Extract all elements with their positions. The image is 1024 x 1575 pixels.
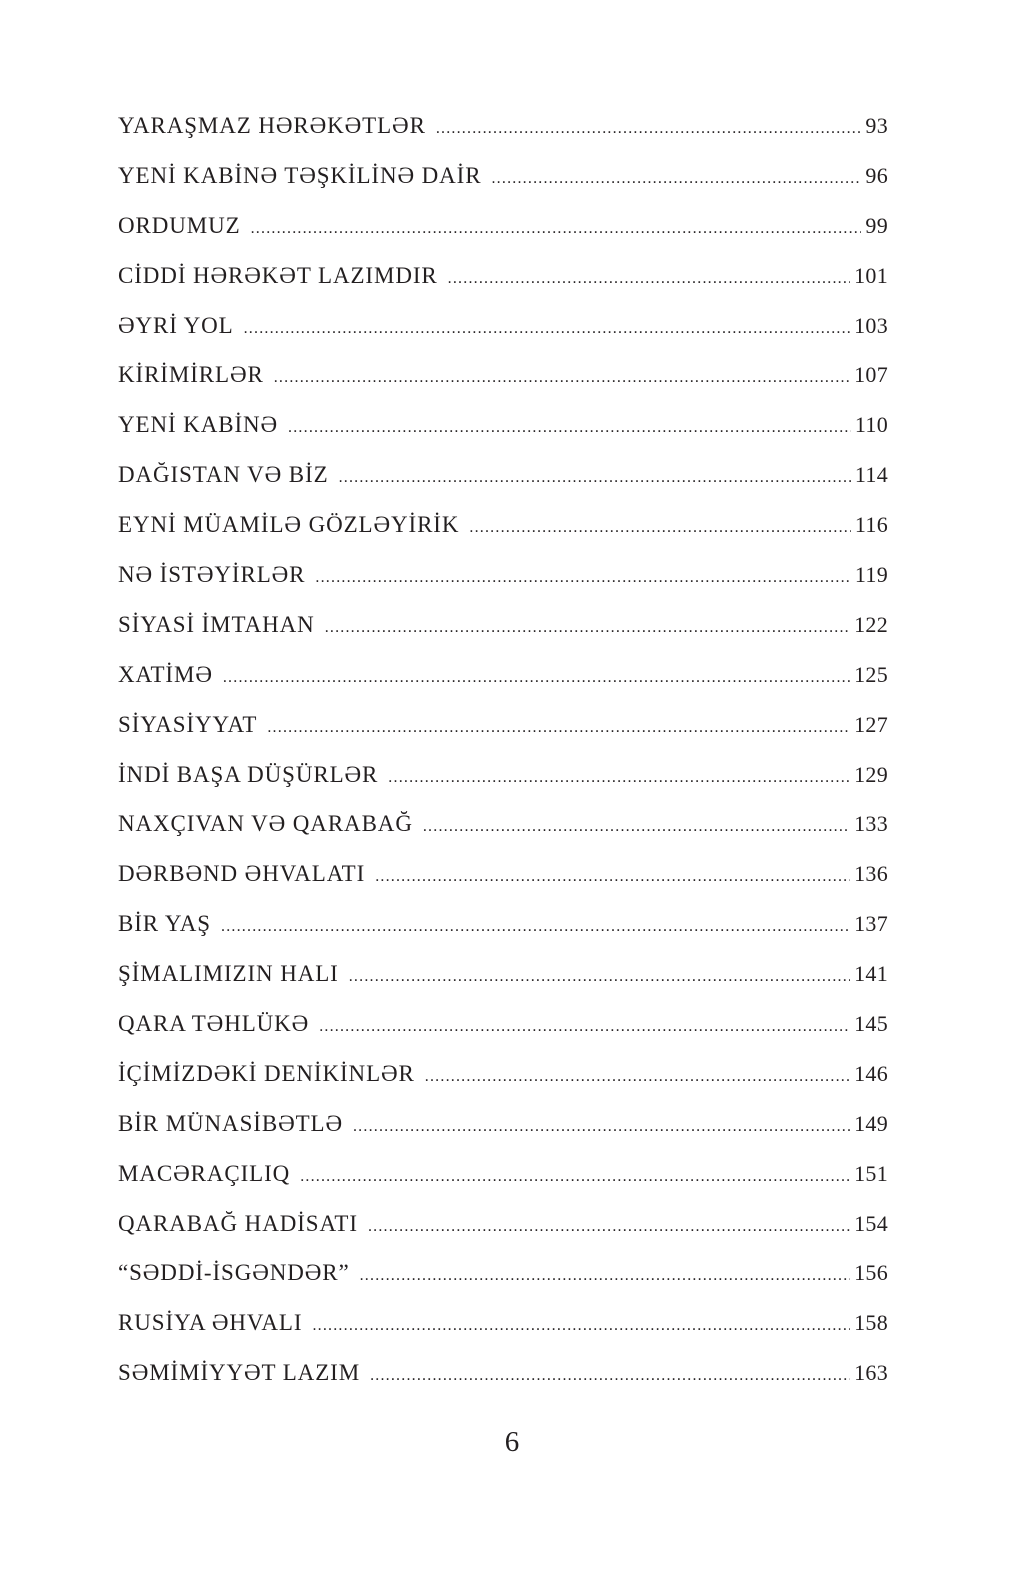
toc-entry-page: 149 <box>854 1110 888 1136</box>
toc-entry-page: 110 <box>854 412 888 438</box>
toc-entry <box>118 1004 888 1054</box>
toc-entry-title: SİYASİYYAT <box>118 711 258 737</box>
toc-entry-page: 119 <box>854 562 888 588</box>
toc-entry <box>118 405 888 455</box>
toc-entry-page: 154 <box>854 1210 888 1236</box>
toc-entry-title: NAXÇIVAN VƏ QARABAĞ <box>118 811 413 837</box>
toc-leader-dots <box>244 309 851 349</box>
toc-leader-dots <box>370 1356 850 1396</box>
toc-entry-page: 99 <box>865 212 888 238</box>
toc-entry <box>118 605 888 655</box>
toc-entry <box>118 555 888 605</box>
toc-leader-dots <box>436 109 862 149</box>
toc-entry-page: 137 <box>854 911 888 937</box>
toc-entry <box>118 455 888 505</box>
toc-entry-title: İNDİ BAŞA DÜŞÜRLƏR <box>118 761 379 787</box>
toc-entry <box>118 755 888 805</box>
toc-entry-title: NƏ İSTƏYİRLƏR <box>118 562 306 588</box>
toc-leader-dots <box>425 1057 850 1097</box>
toc-leader-dots <box>325 608 850 648</box>
toc-entry-title: YENİ KABİNƏ <box>118 412 279 438</box>
toc-entry-title: BİR MÜNASİBƏTLƏ <box>118 1110 343 1136</box>
toc-leader-dots <box>312 1306 850 1346</box>
toc-entry-page: 101 <box>854 262 888 288</box>
toc-entry <box>118 1253 888 1303</box>
table-of-contents <box>118 106 888 1403</box>
toc-leader-dots <box>469 508 851 548</box>
toc-entry <box>118 1353 888 1403</box>
toc-entry-page: 122 <box>854 611 888 637</box>
toc-entry-page: 129 <box>854 761 888 787</box>
toc-entry <box>118 904 888 954</box>
toc-entry-page: 136 <box>854 861 888 887</box>
toc-entry <box>118 1303 888 1353</box>
toc-entry-title: CİDDİ HƏRƏKƏT LAZIMDIR <box>118 262 438 288</box>
toc-entry <box>118 256 888 306</box>
toc-entry-page: 96 <box>865 162 888 188</box>
toc-entry-page: 145 <box>854 1011 888 1037</box>
toc-entry-page: 133 <box>854 811 888 837</box>
toc-entry-page: 127 <box>854 711 888 737</box>
toc-entry-title: YENİ KABİNƏ TƏŞKİLİNƏ DAİR <box>118 162 482 188</box>
toc-entry-title: DƏRBƏND ƏHVALATI <box>118 861 366 887</box>
toc-entry-page: 146 <box>854 1060 888 1086</box>
toc-entry-title: SİYASİ İMTAHAN <box>118 611 315 637</box>
toc-entry-title: RUSİYA ƏHVALI <box>118 1310 303 1336</box>
toc-leader-dots <box>267 708 850 748</box>
toc-entry-page: 151 <box>854 1160 888 1186</box>
toc-entry <box>118 206 888 256</box>
page-number: 6 <box>504 1426 520 1458</box>
toc-entry <box>118 156 888 206</box>
toc-entry-page: 114 <box>854 462 888 488</box>
toc-entry-page: 156 <box>854 1260 888 1286</box>
toc-leader-dots <box>353 1107 850 1147</box>
toc-entry-page: 103 <box>854 312 888 338</box>
toc-entry-page: 141 <box>854 961 888 987</box>
toc-entry <box>118 505 888 555</box>
toc-entry-title: KİRİMİRLƏR <box>118 362 264 388</box>
toc-leader-dots <box>251 209 862 249</box>
toc-entry <box>118 355 888 405</box>
toc-leader-dots <box>221 907 850 947</box>
toc-entry-title: ORDUMUZ <box>118 212 241 238</box>
toc-entry-title: YARAŞMAZ HƏRƏKƏTLƏR <box>118 113 426 138</box>
toc-leader-dots <box>491 159 861 199</box>
toc-entry <box>118 106 888 156</box>
toc-entry <box>118 804 888 854</box>
toc-entry-page: 125 <box>854 661 888 687</box>
toc-entry-title: SƏMİMİYYƏT LAZIM <box>118 1360 361 1386</box>
toc-entry <box>118 705 888 755</box>
toc-leader-dots <box>368 1207 850 1247</box>
toc-entry-title: QARABAĞ HADİSATI <box>118 1210 358 1236</box>
toc-entry <box>118 954 888 1004</box>
toc-entry-title: EYNİ MÜAMİLƏ GÖZLƏYİRİK <box>118 512 460 538</box>
toc-entry-page: 107 <box>854 362 888 388</box>
toc-entry <box>118 854 888 904</box>
toc-entry <box>118 1104 888 1154</box>
toc-entry-title: “SƏDDİ-İSGƏNDƏR” <box>118 1260 350 1286</box>
toc-leader-dots <box>360 1256 850 1296</box>
toc-entry-page: 93 <box>865 113 888 138</box>
toc-leader-dots <box>375 857 850 897</box>
toc-entry <box>118 655 888 705</box>
toc-leader-dots <box>300 1157 850 1197</box>
toc-entry <box>118 1204 888 1254</box>
toc-leader-dots <box>349 957 850 997</box>
toc-entry-title: ŞİMALIMIZIN HALI <box>118 961 339 987</box>
toc-entry-title: ƏYRİ YOL <box>118 312 234 338</box>
toc-entry-title: MACƏRAÇILIQ <box>118 1160 291 1186</box>
toc-leader-dots <box>339 458 851 498</box>
toc-leader-dots <box>274 358 850 398</box>
toc-entry-title: XATİMƏ <box>118 661 213 687</box>
toc-entry-title: DAĞISTAN VƏ BİZ <box>118 462 329 488</box>
toc-entry-page: 116 <box>854 512 888 538</box>
toc-leader-dots <box>319 1007 850 1047</box>
toc-entry <box>118 306 888 356</box>
toc-leader-dots <box>388 758 850 798</box>
toc-entry-title: İÇİMİZDƏKİ DENİKİNLƏR <box>118 1060 415 1086</box>
toc-leader-dots <box>315 558 851 598</box>
toc-leader-dots <box>288 408 851 448</box>
toc-entry-title: QARA TƏHLÜKƏ <box>118 1011 310 1037</box>
toc-leader-dots <box>223 658 850 698</box>
toc-entry <box>118 1054 888 1104</box>
toc-entry <box>118 1154 888 1204</box>
toc-entry-page: 158 <box>854 1310 888 1336</box>
toc-entry-title: BİR YAŞ <box>118 911 211 937</box>
toc-leader-dots <box>423 807 850 847</box>
toc-leader-dots <box>448 259 850 299</box>
toc-entry-page: 163 <box>854 1360 888 1386</box>
